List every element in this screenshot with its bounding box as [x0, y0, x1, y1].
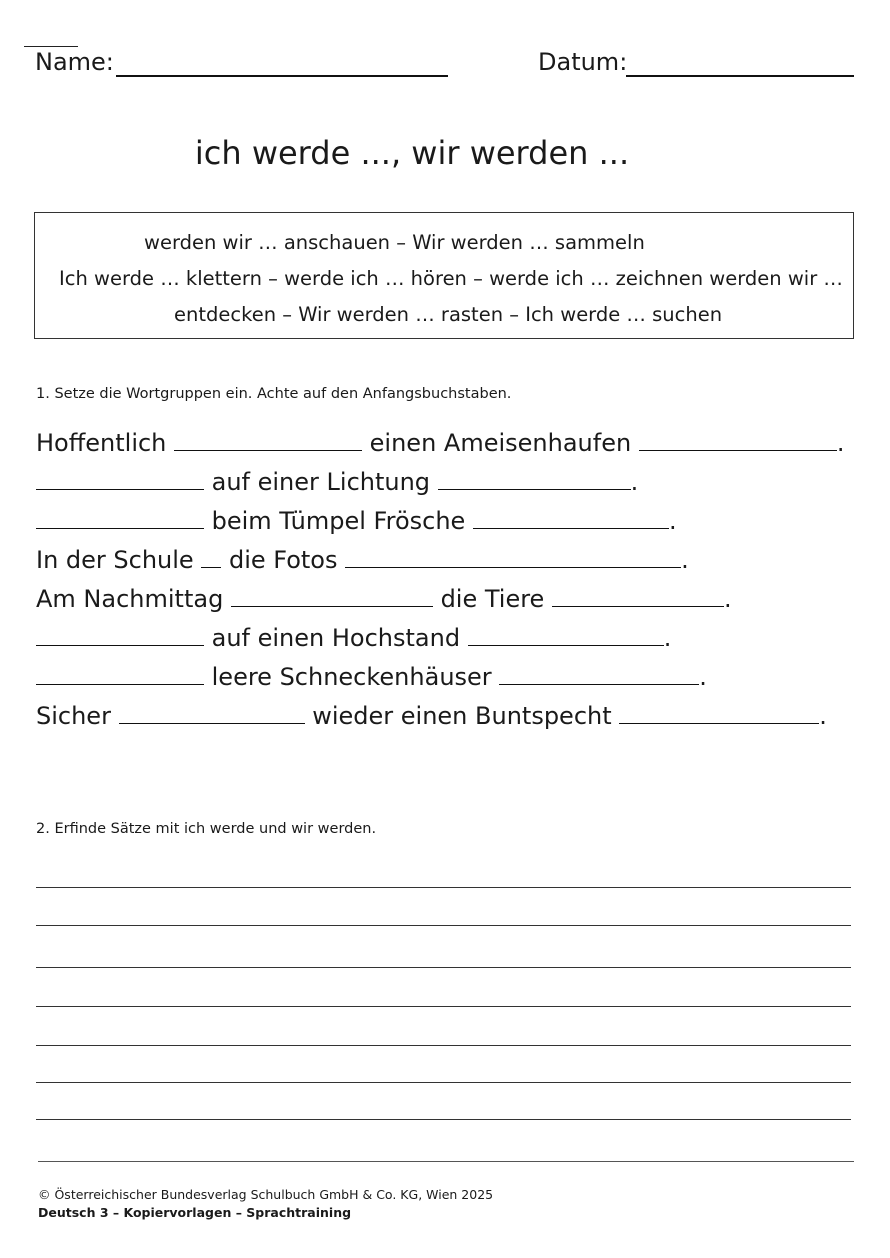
task1-instruction: 1. Setze die Wortgruppen ein. Achte auf den Anfangsbuchstaben.: [36, 386, 512, 402]
sentence-text: leere Schneckenhäuser: [204, 663, 500, 691]
sentence-text: Am Nachmittag: [36, 585, 231, 613]
task2-instruction: 2. Erfinde Sätze mit ich werde und wir werden.: [36, 821, 377, 837]
date-field[interactable]: [626, 75, 854, 77]
writing-line[interactable]: [36, 1119, 851, 1120]
sentence-text: In der Schule: [36, 546, 202, 574]
blank-field[interactable]: [36, 506, 204, 529]
blank-field[interactable]: [345, 545, 681, 568]
writing-line[interactable]: [36, 925, 851, 926]
sentence-7: [36, 662, 707, 692]
blank-field[interactable]: [36, 467, 204, 490]
sentence-text: Sicher: [36, 702, 119, 730]
sentence-1: [36, 428, 844, 458]
blank-field[interactable]: [499, 662, 699, 685]
writing-line[interactable]: [36, 887, 851, 888]
blank-field[interactable]: [552, 584, 724, 607]
word-bank-line: werden wir … anschauen – Wir werden … sammeln: [144, 231, 645, 254]
sentence-end: .: [668, 507, 677, 535]
sentence-text: beim Tümpel Frösche: [204, 507, 473, 535]
blank-field[interactable]: [639, 428, 837, 451]
blank-field[interactable]: [36, 662, 204, 685]
sentence-3: [36, 506, 677, 536]
sentence-end: .: [836, 429, 845, 457]
writing-line[interactable]: [36, 1006, 851, 1007]
sentence-2: [36, 467, 638, 497]
sentence-8: [36, 701, 827, 731]
word-bank-line: Ich werde … klettern – werde ich … hören – werde ich … zeichnen werden wir …: [59, 267, 843, 290]
blank-field[interactable]: [438, 467, 631, 490]
footer-divider: [38, 1161, 854, 1162]
word-bank-line: entdecken – Wir werden … rasten – Ich werde … suchen: [174, 303, 723, 326]
footer-series: Deutsch 3 – Kopiervorlagen – Sprachtraining: [38, 1205, 352, 1220]
sentence-end: .: [681, 546, 689, 574]
writing-line[interactable]: [36, 967, 851, 968]
sentence-text: wieder einen Buntspecht: [304, 702, 620, 730]
blank-field[interactable]: [36, 623, 204, 646]
sentence-end: .: [819, 702, 827, 730]
corner-mark: [24, 46, 78, 47]
sentence-text: die Fotos: [221, 546, 346, 574]
blank-field[interactable]: [619, 701, 819, 724]
date-label: Datum:: [538, 48, 628, 76]
writing-line[interactable]: [36, 1082, 851, 1083]
blank-field[interactable]: [231, 584, 433, 607]
sentence-text: auf einen Hochstand: [204, 624, 468, 652]
blank-field[interactable]: [468, 623, 664, 646]
sentence-4: [36, 545, 689, 575]
sentence-text: einen Ameisenhaufen: [362, 429, 639, 457]
worksheet-title: ich werde ..., wir werden ...: [194, 134, 630, 172]
sentence-end: .: [723, 585, 732, 613]
sentence-5: [36, 584, 732, 614]
sentence-text: Hoffentlich: [36, 429, 175, 457]
name-field[interactable]: [116, 75, 448, 77]
sentence-text: auf einer Lichtung: [204, 468, 438, 496]
name-label: Name:: [35, 48, 114, 76]
blank-field[interactable]: [473, 506, 669, 529]
sentence-end: .: [630, 468, 639, 496]
blank-field[interactable]: [201, 545, 221, 568]
word-bank-box: [34, 212, 854, 339]
writing-line[interactable]: [36, 1045, 851, 1046]
blank-field[interactable]: [174, 428, 362, 451]
footer-copyright: © Österreichischer Bundesverlag Schulbuch GmbH & Co. KG, Wien 2025: [38, 1187, 494, 1202]
sentence-text: die Tiere: [432, 585, 552, 613]
sentence-end: .: [663, 624, 672, 652]
blank-field[interactable]: [119, 701, 305, 724]
sentence-end: .: [699, 663, 707, 691]
sentence-6: [36, 623, 671, 653]
